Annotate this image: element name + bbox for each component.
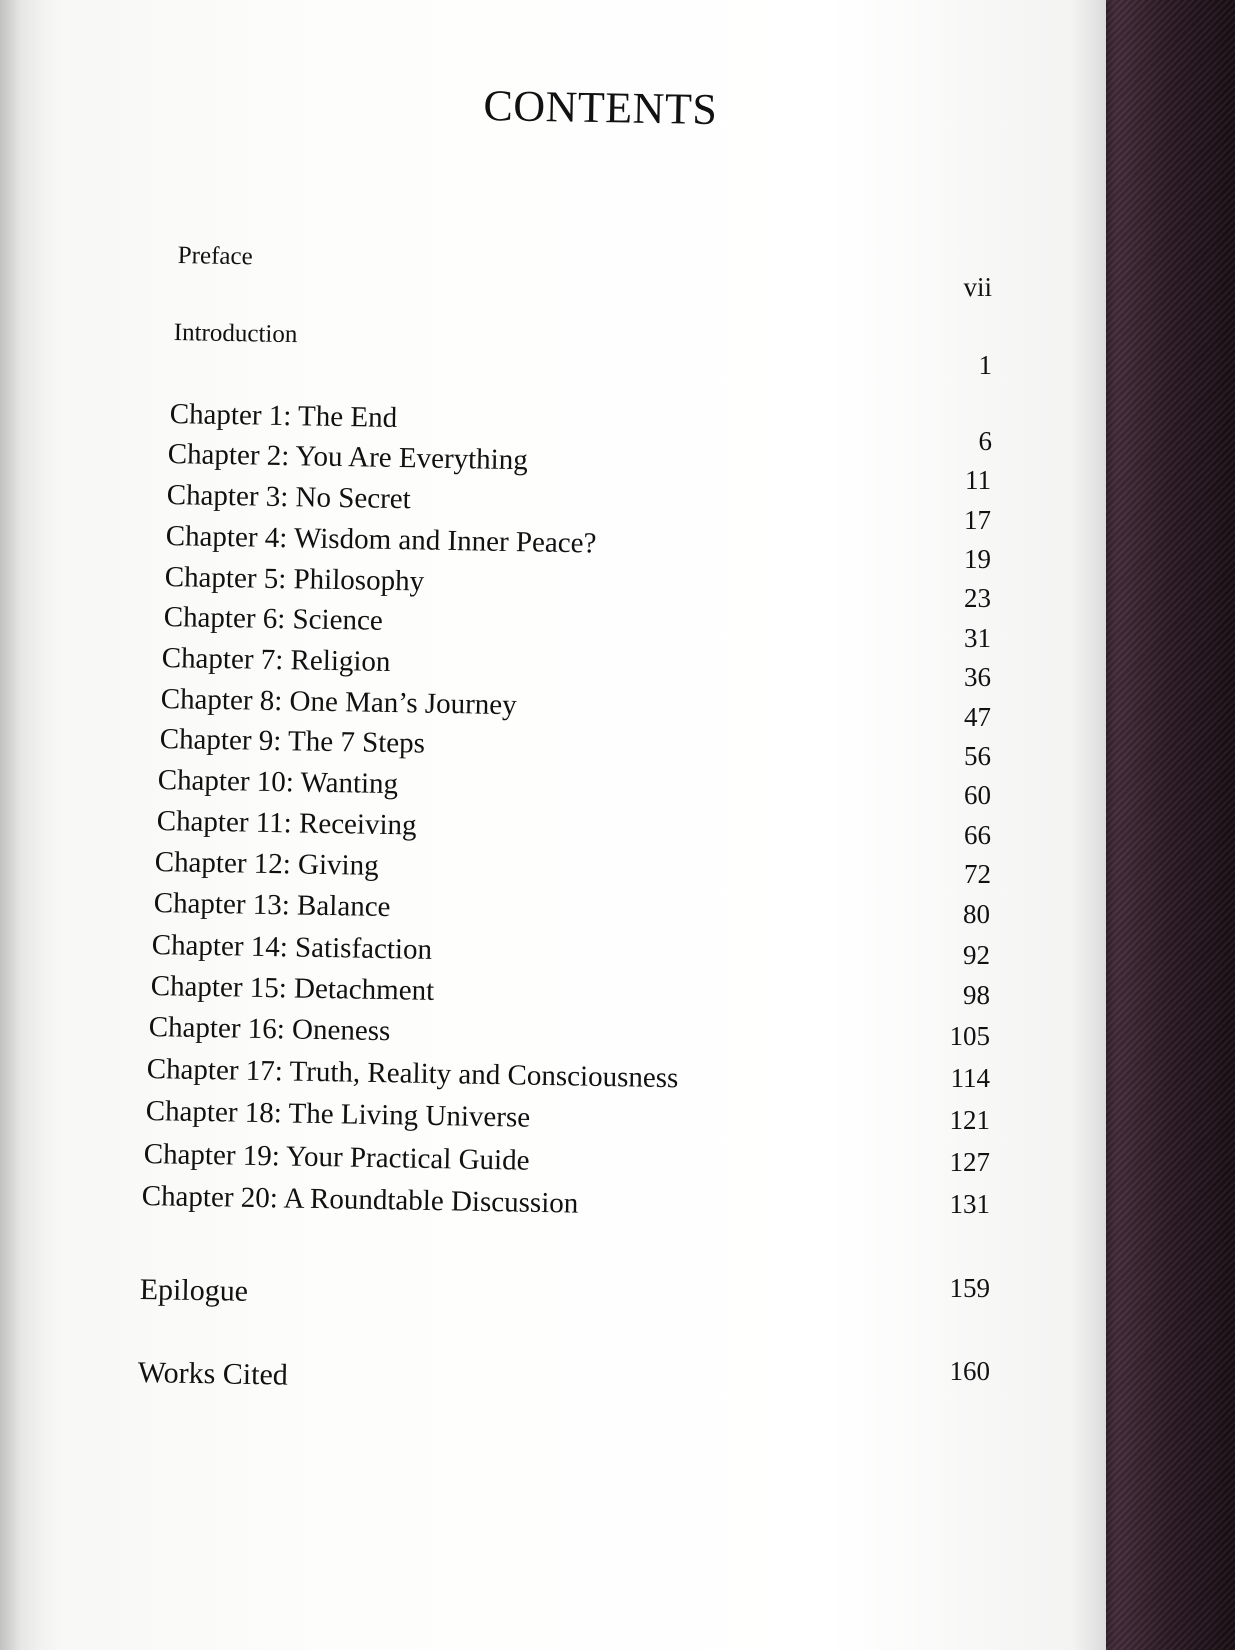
toc-entry-chapter: Chapter 16: Oneness bbox=[148, 1011, 391, 1048]
toc-entry-chapter: Chapter 11: Receiving bbox=[156, 805, 417, 842]
toc-page-number: 92 bbox=[963, 940, 990, 970]
toc-entry-chapter: Chapter 8: One Man’s Journey bbox=[160, 683, 517, 722]
toc-page-number: 80 bbox=[963, 899, 990, 929]
toc-entry-chapter: Chapter 10: Wanting bbox=[157, 764, 399, 801]
toc-entry-chapter: Chapter 20: A Roundtable Discussion bbox=[141, 1180, 579, 1220]
toc-entry-chapter: Chapter 12: Giving bbox=[154, 846, 379, 882]
toc-entry-chapter: Chapter 15: Detachment bbox=[150, 970, 435, 1007]
toc-page-number: 131 bbox=[949, 1189, 990, 1219]
toc-page-number: 6 bbox=[978, 426, 992, 456]
toc-page-number: 66 bbox=[964, 820, 991, 850]
book-cover-edge bbox=[1100, 0, 1235, 1650]
toc-page-number: 98 bbox=[963, 980, 990, 1010]
toc-entry-introduction: Introduction bbox=[173, 319, 298, 349]
toc-page-number: 47 bbox=[964, 702, 991, 732]
toc-entry-chapter: Chapter 7: Religion bbox=[161, 642, 391, 678]
toc-entry-chapter: Chapter 4: Wisdom and Inner Peace? bbox=[165, 520, 597, 560]
toc-entry-chapter: Chapter 3: No Secret bbox=[166, 479, 412, 516]
toc-entry-chapter: Chapter 18: The Living Universe bbox=[145, 1095, 531, 1134]
toc-entry-chapter: Chapter 5: Philosophy bbox=[164, 561, 425, 598]
toc-entry-chapter: Chapter 13: Balance bbox=[153, 887, 391, 924]
toc-page-number: 60 bbox=[964, 780, 991, 810]
page-title: CONTENTS bbox=[483, 80, 718, 135]
toc-page-number: 1 bbox=[978, 350, 992, 380]
toc-entry-chapter: Chapter 14: Satisfaction bbox=[151, 929, 433, 966]
page-binding-shadow bbox=[0, 0, 60, 1650]
toc-page-number: 160 bbox=[949, 1356, 990, 1386]
toc-page-number: 121 bbox=[949, 1105, 990, 1135]
toc-page-number: 11 bbox=[965, 465, 991, 495]
toc-page-number: vii bbox=[963, 272, 992, 302]
toc-page-number: 72 bbox=[964, 859, 991, 889]
toc-entry-works-cited: Works Cited bbox=[137, 1356, 289, 1392]
toc-page-number: 159 bbox=[949, 1273, 990, 1303]
toc-page-number: 56 bbox=[964, 741, 991, 771]
toc-entry-chapter: Chapter 2: You Are Everything bbox=[167, 438, 529, 477]
toc-page-number: 19 bbox=[964, 544, 991, 574]
toc-entry-chapter: Chapter 19: Your Practical Guide bbox=[143, 1138, 530, 1177]
toc-page-number: 114 bbox=[950, 1063, 990, 1093]
toc-page-number: 17 bbox=[964, 505, 991, 535]
toc-page-number: 23 bbox=[964, 583, 991, 613]
toc-entry-preface: Preface bbox=[177, 242, 253, 271]
toc-entry-chapter: Chapter 17: Truth, Reality and Consciousness bbox=[146, 1053, 679, 1095]
toc-entry-chapter: Chapter 9: The 7 Steps bbox=[159, 723, 426, 760]
toc-entry-chapter: Chapter 6: Science bbox=[163, 601, 384, 637]
toc-page-number: 36 bbox=[964, 662, 991, 692]
toc-page-number: 31 bbox=[964, 623, 991, 653]
toc-page-number: 105 bbox=[949, 1021, 990, 1051]
toc-entry-chapter: Chapter 1: The End bbox=[169, 398, 398, 434]
toc-entry-epilogue: Epilogue bbox=[139, 1273, 249, 1308]
toc-page-number: 127 bbox=[949, 1147, 990, 1177]
